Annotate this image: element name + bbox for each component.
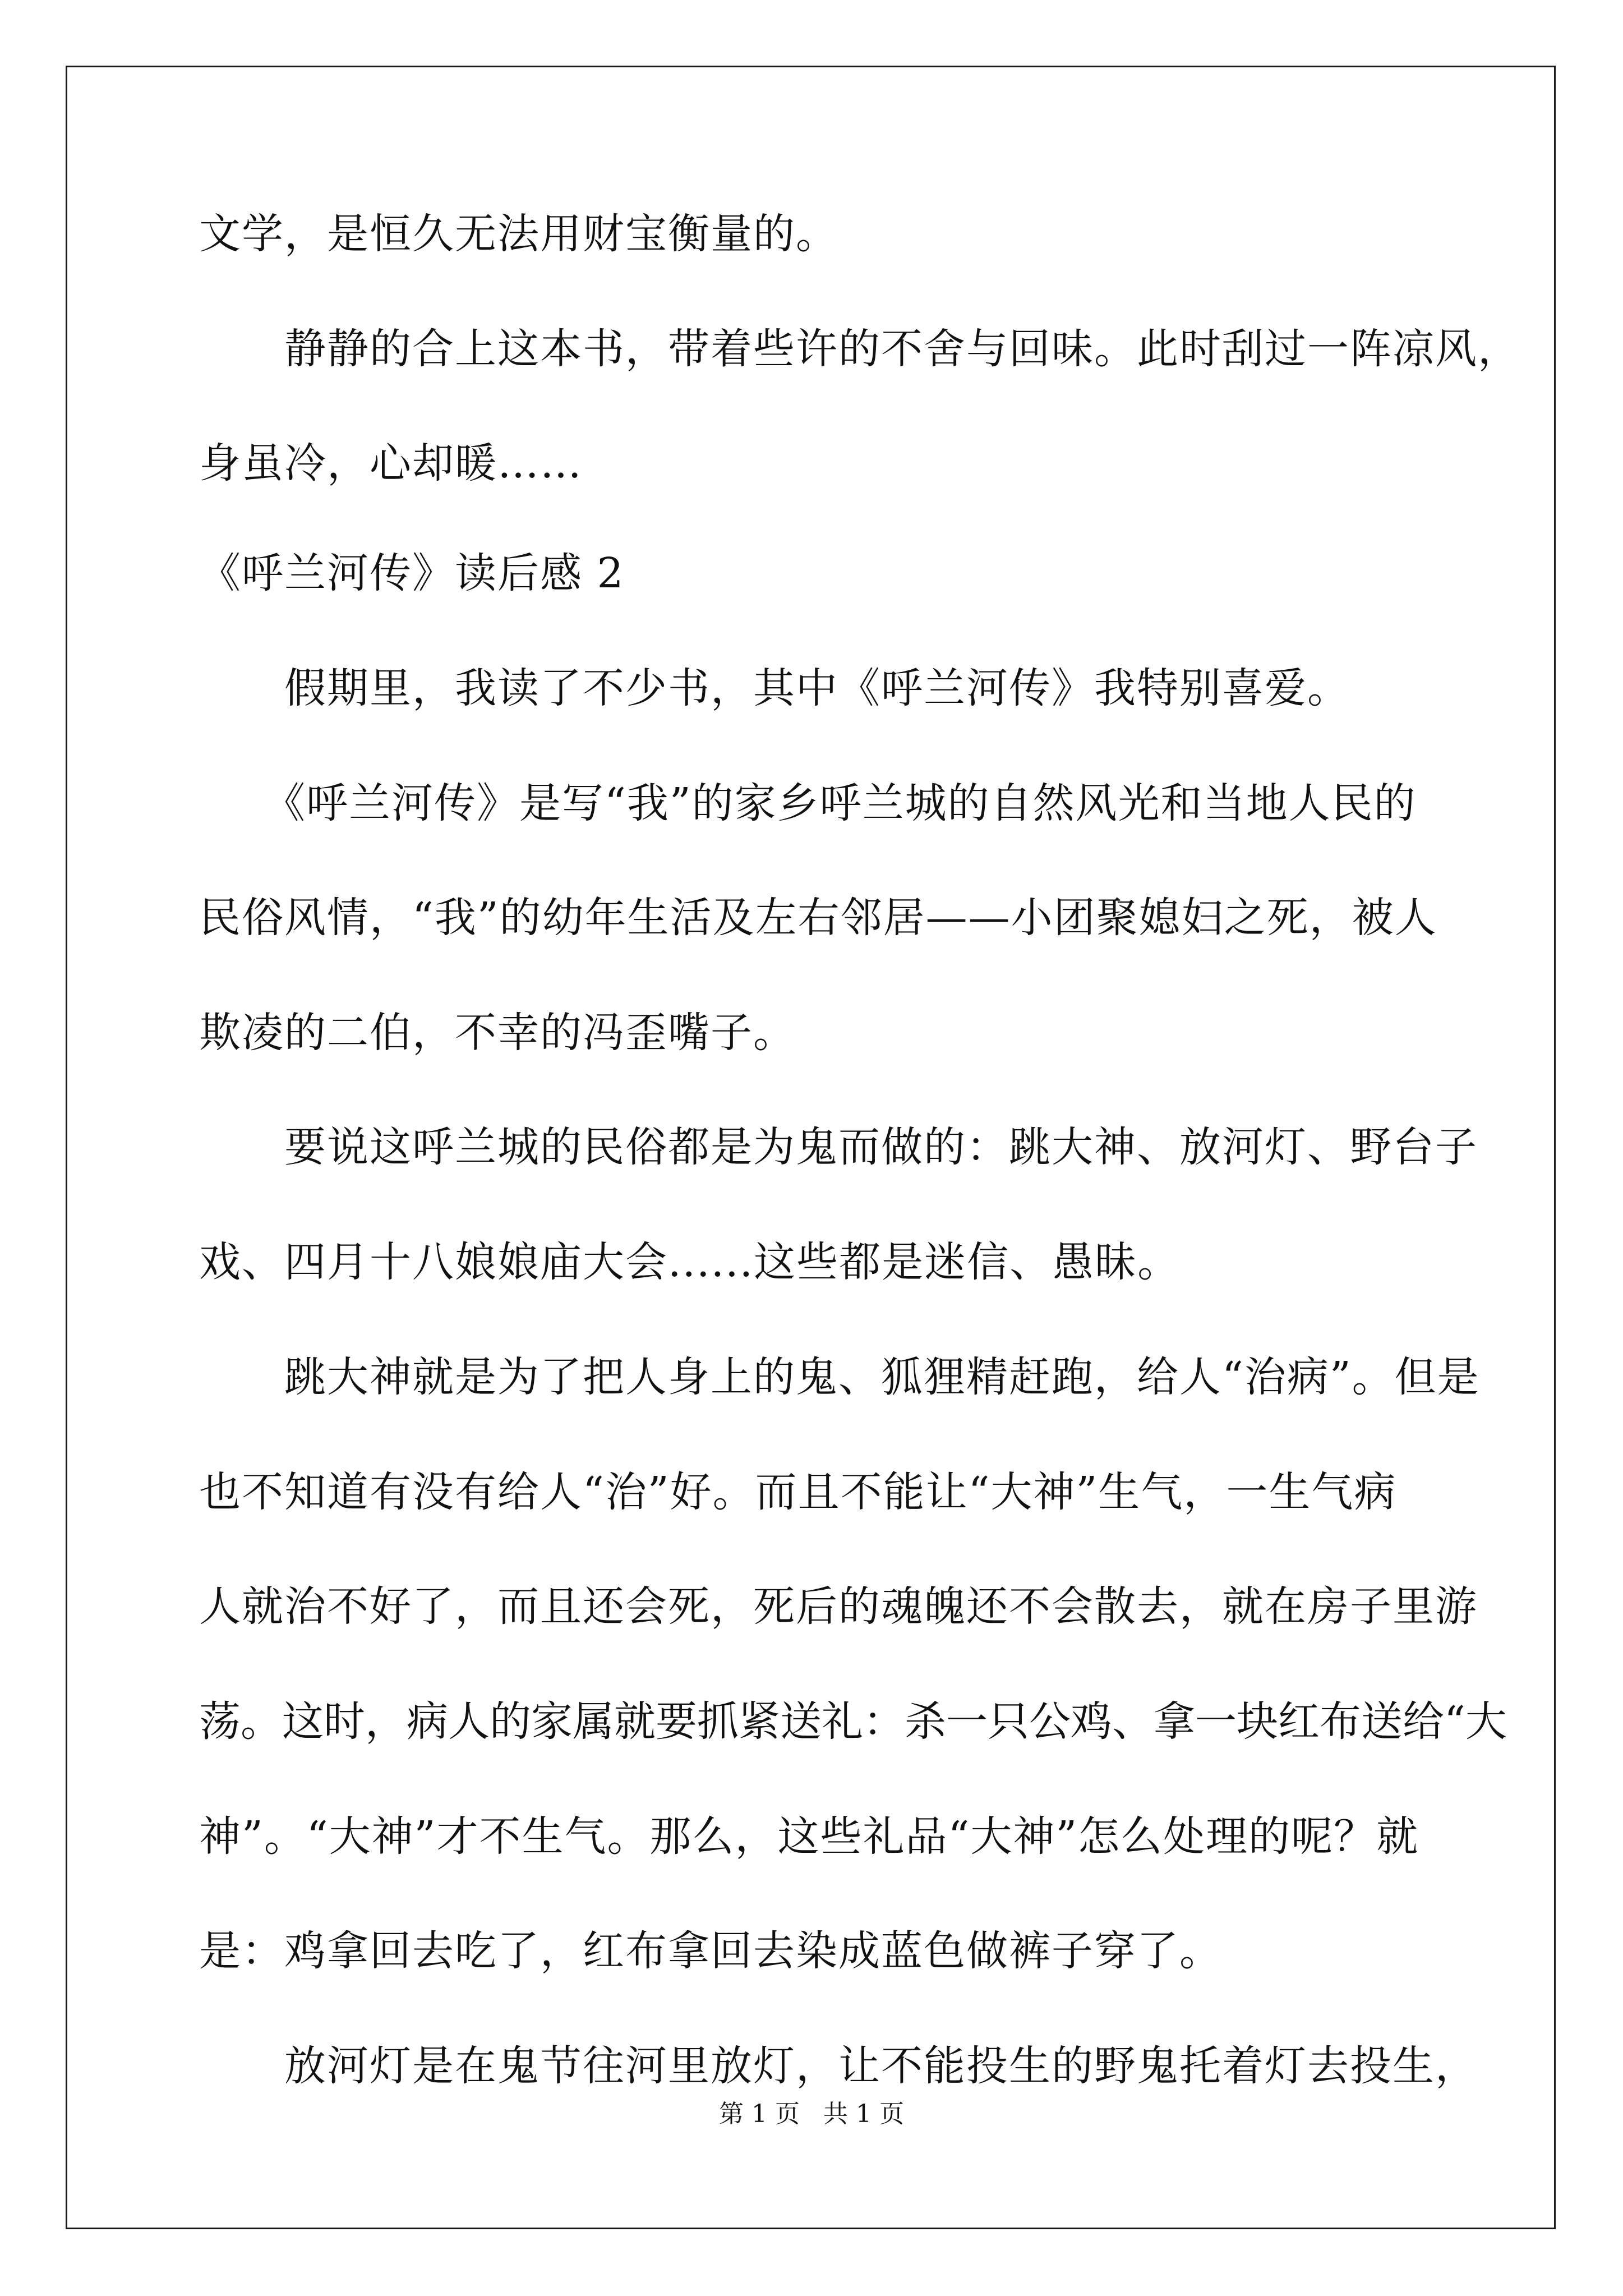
- text-line: 跳大神就是为了把人身上的鬼、狐狸精赶跑，给人“治病”。但是: [199, 1353, 1480, 1401]
- text-line: 也不知道有没有给人“治”好。而且不能让“大神”生气，一生气病: [199, 1468, 1397, 1516]
- text-line: 人就治不好了，而且还会死，死后的魂魄还不会散去，就在房子里游: [199, 1582, 1478, 1631]
- text-line: 假期里，我读了不少书，其中《呼兰河传》我特别喜爱。: [199, 664, 1350, 712]
- text-line: 神”。“大神”才不生气。那么，这些礼品“大神”怎么处理的呢？就: [199, 1812, 1419, 1861]
- text-line: 身虽冷，心却暖……: [199, 439, 583, 487]
- page-footer: [0, 2102, 1623, 2127]
- text-line: 放河灯是在鬼节往河里放灯，让不能投生的野鬼托着灯去投生，: [199, 2042, 1478, 2090]
- text-line: 文学，是恒久无法用财宝衡量的。: [199, 210, 838, 258]
- page-total: 共 1 页: [823, 2100, 904, 2128]
- text-line: 民俗风情，“我”的幼年生活及左右邻居——小团聚媳妇之死，被人: [199, 894, 1437, 942]
- text-line: 要说这呼兰城的民俗都是为鬼而做的：跳大神、放河灯、野台子: [199, 1123, 1478, 1171]
- text-line: 是：鸡拿回去吃了，红布拿回去染成蓝色做裤子穿了。: [199, 1927, 1222, 1975]
- text-line: 戏、四月十八娘娘庙大会......这些都是迷信、愚昧。: [199, 1238, 1181, 1286]
- text-line: 欺凌的二伯，不幸的冯歪嘴子。: [199, 1009, 796, 1057]
- text-line: 荡。这时，病人的家属就要抓紧送礼：杀一只公鸡、拿一块红布送给“大: [199, 1697, 1507, 1746]
- text-line: 《呼兰河传》是写“我”的家乡呼兰城的自然风光和当地人民的: [199, 779, 1417, 827]
- section-heading: 《呼兰河传》读后感 2: [199, 549, 625, 597]
- page-number: 第 1 页: [719, 2100, 800, 2128]
- text-line: 静静的合上这本书，带着些许的不舍与回味。此时刮过一阵凉风，: [199, 325, 1520, 373]
